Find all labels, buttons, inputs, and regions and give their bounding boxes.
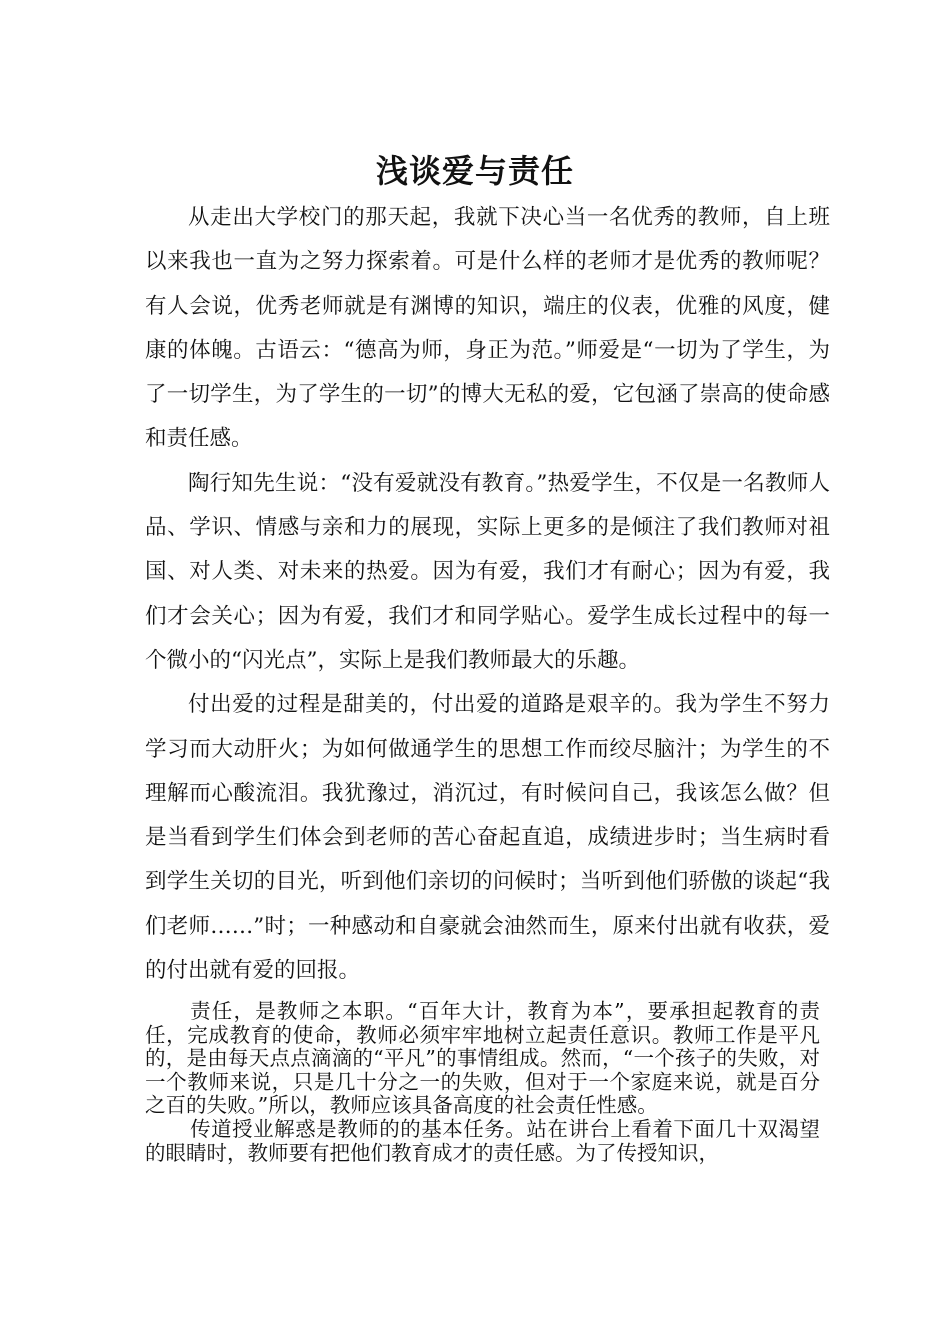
paragraph-5: 传道授业解惑是教师的的基本任务。站在讲台上看着下面几十双渴望的眼睛时，教师要有把他们教育成才的责任感。为了传授知识， <box>145 1116 820 1165</box>
paragraph-3: 付出爱的过程是甜美的，付出爱的道路是艰辛的。我为学生不努力学习而大动肝火；为如何做通学生的思想工作而绞尽脑汁；为学生的不理解而心酸流泪。我犹豫过，消沉过，有时候问自己，我该怎么做？但是当看到学生们体会到老师的苦心奋起直追，成绩进步时；当生病时看到学生关切的目光，听到他们亲切的问候时；当听到他们骄傲的谈起“我们老师……”时；一种感动和自豪就会油然而生，原来付出就有收获，爱的付出就有爱的回报。 <box>145 692 830 984</box>
compact-body <box>145 1000 820 1165</box>
main-body <box>145 196 830 993</box>
paragraph-1: 从走出大学校门的那天起，我就下决心当一名优秀的教师，自上班以来我也一直为之努力探索着。可是什么样的老师才是优秀的教师呢？有人会说，优秀老师就是有渊博的知识，端庄的仪表，优雅的风度，健康的体魄。古语云：“德高为师，身正为范。”师爱是“一切为了学生，为了一切学生，为了学生的一切”的博大无私的爱，它包涵了崇高的使命感和责任感。 <box>145 205 830 452</box>
paragraph-2: 陶行知先生说：“没有爱就没有教育。”热爱学生，不仅是一名教师人品、学识、情感与亲和力的展现，实际上更多的是倾注了我们教师对祖国、对人类、对未来的热爱。因为有爱，我们才有耐心；因为有爱，我们才会关心；因为有爱，我们才和同学贴心。爱学生成长过程中的每一个微小的“闪光点”，实际上是我们教师最大的乐趣。 <box>145 470 830 673</box>
page-title: 浅谈爱与责任 <box>375 152 574 191</box>
paragraph-4: 责任，是教师之本职。“百年大计，教育为本”，要承担起教育的责任，完成教育的使命，教师必须牢牢地树立起责任意识。教师工作是平凡的，是由每天点点滴滴的“平凡”的事情组成。然而，“一个孩子的失败，对一个教师来说，只是几十分之一的失败，但对于一个家庭来说，就是百分之百的失败。”所以，教师应该具备高度的社会责任性感。 <box>145 999 820 1118</box>
